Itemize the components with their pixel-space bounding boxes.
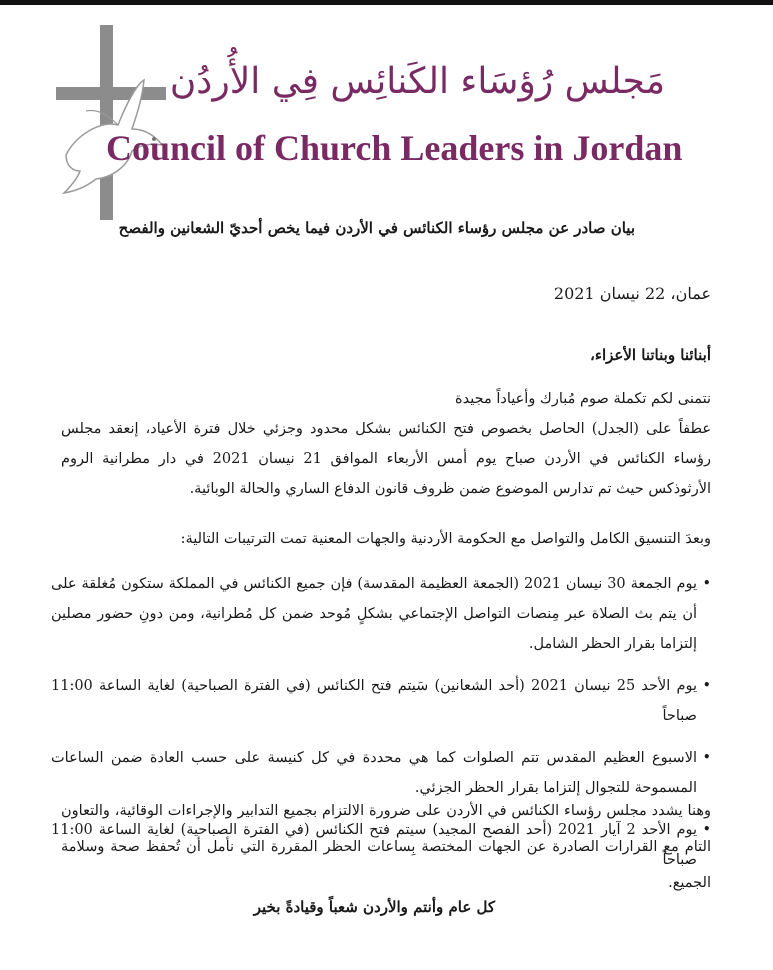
arrangement-item: • الاسبوع العظيم المقدس تتم الصلوات كما هي محددة في كل كنيسة على حسب العادة ضمن الساعات المسموحة للتجوال إلتزاما بقرار الحظر الجزئي.: [51, 743, 711, 803]
statement-subject: بيان صادر عن مجلس رؤساء الكنائس في الأردن فيما يخص أحديّ الشعانين والفصح: [118, 219, 635, 237]
arrangement-item: • يوم الأحد 2 آيار 2021 (أحد الفصح المجيد) سيتم فتح الكنائس (في الفترة الصباحية) لغاية الساعة 11:00 صباحاً: [51, 815, 711, 875]
council-english-name: Council of Church Leaders in Jordan: [106, 128, 683, 168]
wishes-line: نتمنى لكم تكملة صوم مُبارك وأعياداً مجيدة: [455, 391, 711, 407]
coordination-line: وبعدَ التنسيق الكامل والتواصل مع الحكومة الأردنية والجهات المعنية تمت الترتيبات التالية:: [180, 531, 711, 547]
greeting: أبنائنا وبناتنا الأعزاء،: [590, 346, 711, 364]
intro-text: عطفاً على (الجدل) الحاصل بخصوص فتح الكنائس بشكل محدود وجزئي خلال فترة الأعياد، إنعقد مجلس رؤساء الكنائس في الأردن صباح يوم أمس الأربعاء الموافق 21 نيسان 2021 في دار مطرانية الروم الأرثوذكس حيث تم تدارس الموضوع ضمن ظروف قانون الدفاع الساري والحالة الوبائية.: [61, 421, 711, 497]
arrangement-item: • يوم الجمعة 30 نيسان 2021 (الجمعة العظيمة المقدسة) فإن جميع الكنائس في المملكة ستكون مُغلقة على أن يتم بث الصلاة عبر مِنصات التواصل الإجتماعي بشكلٍ مُوحد ضمن كل مُطرانية، ومن دونِ حضور مصلين إلتزاما بقرار الحظر الشامل.: [51, 569, 711, 659]
sign-off: كل عام وأنتم والأردن شعباً وقيادةً بخير: [253, 898, 495, 916]
intro-paragraph: [61, 384, 711, 504]
arrangement-item: • يوم الأحد 25 نيسان 2021 (أحد الشعانين) سَيتم فتح الكنائس (في الفترة الصباحية) لغاية الساعة 11:00 صباحاً: [51, 671, 711, 731]
statement-date: عمان، 22 نيسان 2021: [553, 284, 711, 303]
council-arabic-name: مَجلس رُؤسَاء الكَنائِس فِي الأُردُن: [169, 61, 665, 102]
closing-paragraph: وهنا يشدد مجلس رؤساء الكنائس في الأردن على ضرورة الالتزام بجميع التدابير والإجراءات الوقائية، والتعاون التام مع القرارات الصادرة عن الجهات المختصة بِساعات الحظر المقررة التي نأمل أن تُحفظ صحة وسلامة الجميع.: [61, 803, 711, 891]
